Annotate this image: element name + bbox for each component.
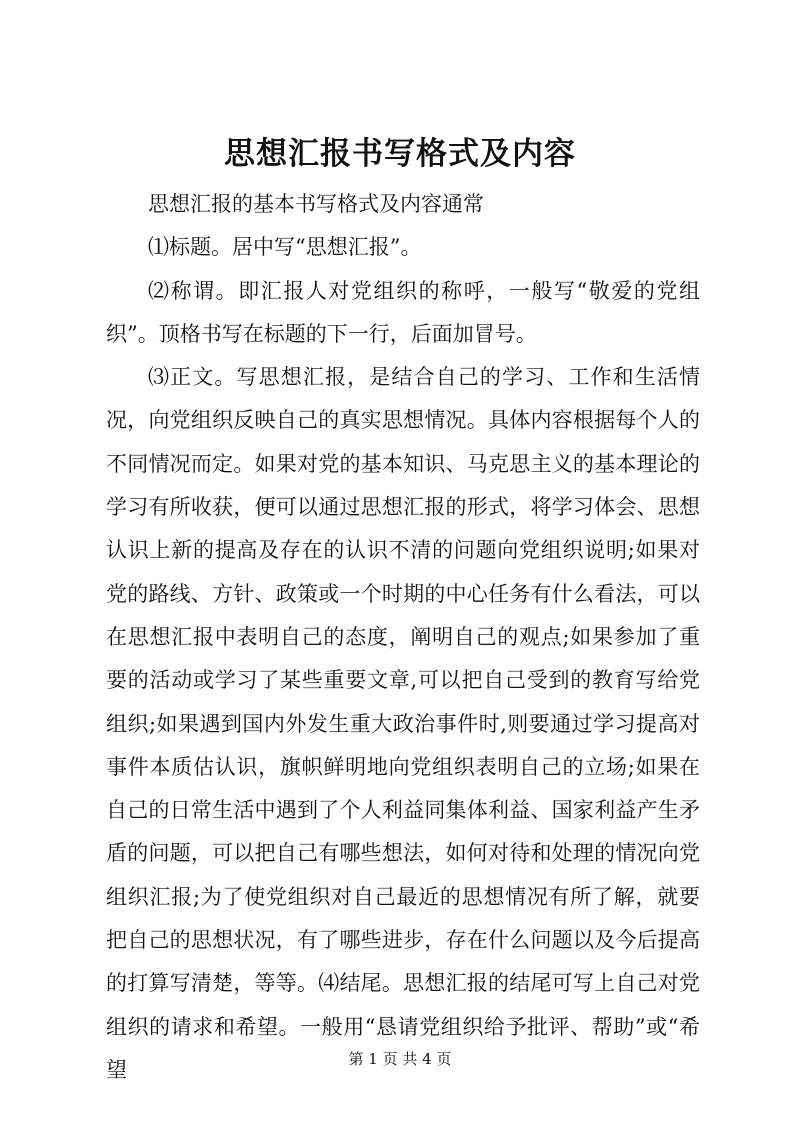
paragraph-intro: 思想汇报的基本书写格式及内容通常 (148, 192, 484, 216)
document-title: 思想汇报书写格式及内容 (224, 136, 576, 172)
paragraph-salutation-rule: ⑵称谓。即汇报人对党组织的称呼，一般写“敬爱的党组织”。顶格书写在标题的下一行，后面加冒号。 (106, 278, 700, 346)
paragraph-body-rule: ⑶正文。写思想汇报，是结合自己的学习、工作和生活情况，向党组织反映自己的真实思想情况。具体内容根据每个人的不同情况而定。如果对党的基本知识、马克思主义的基本理论的学习有所收获，便可以通过思想汇报的形式，将学习体会、思想认识上新的提高及存在的认识不清的问题向党组织说明;如果对党的路线、方针、政策或一个时期的中心任务有什么看法，可以在思想汇报中表明自己的态度，阐明自己的观点;如果参加了重要的活动或学习了某些重要文章,可以把自己受到的教育写给党组织;如果遇到国内外发生重大政治事件时,则要通过学习提高对事件本质估认识，旗帜鲜明地向党组织表明自己的立场;如果在自己的日常生活中遇到了个人利益同集体利益、国家利益产生矛盾的问题，可以把自己有哪些想法，如何对待和处理的情况向党组织汇报;为了使党组织对自己最近的思想情况有所了解，就要把自己的思想状况，有了哪些进步，存在什么问题以及今后提高的打算写清楚，等等。⑷结尾。思想汇报的结尾可写上自己对党组织的请求和希望。一般用“恳请党组织给予批评、帮助”或“希望 (106, 365, 700, 1082)
page-number: 第 1 页 共 4 页 (348, 1050, 452, 1068)
document-body (106, 183, 700, 1092)
paragraph-title-rule: ⑴标题。居中写“思想汇报”。 (148, 235, 422, 260)
